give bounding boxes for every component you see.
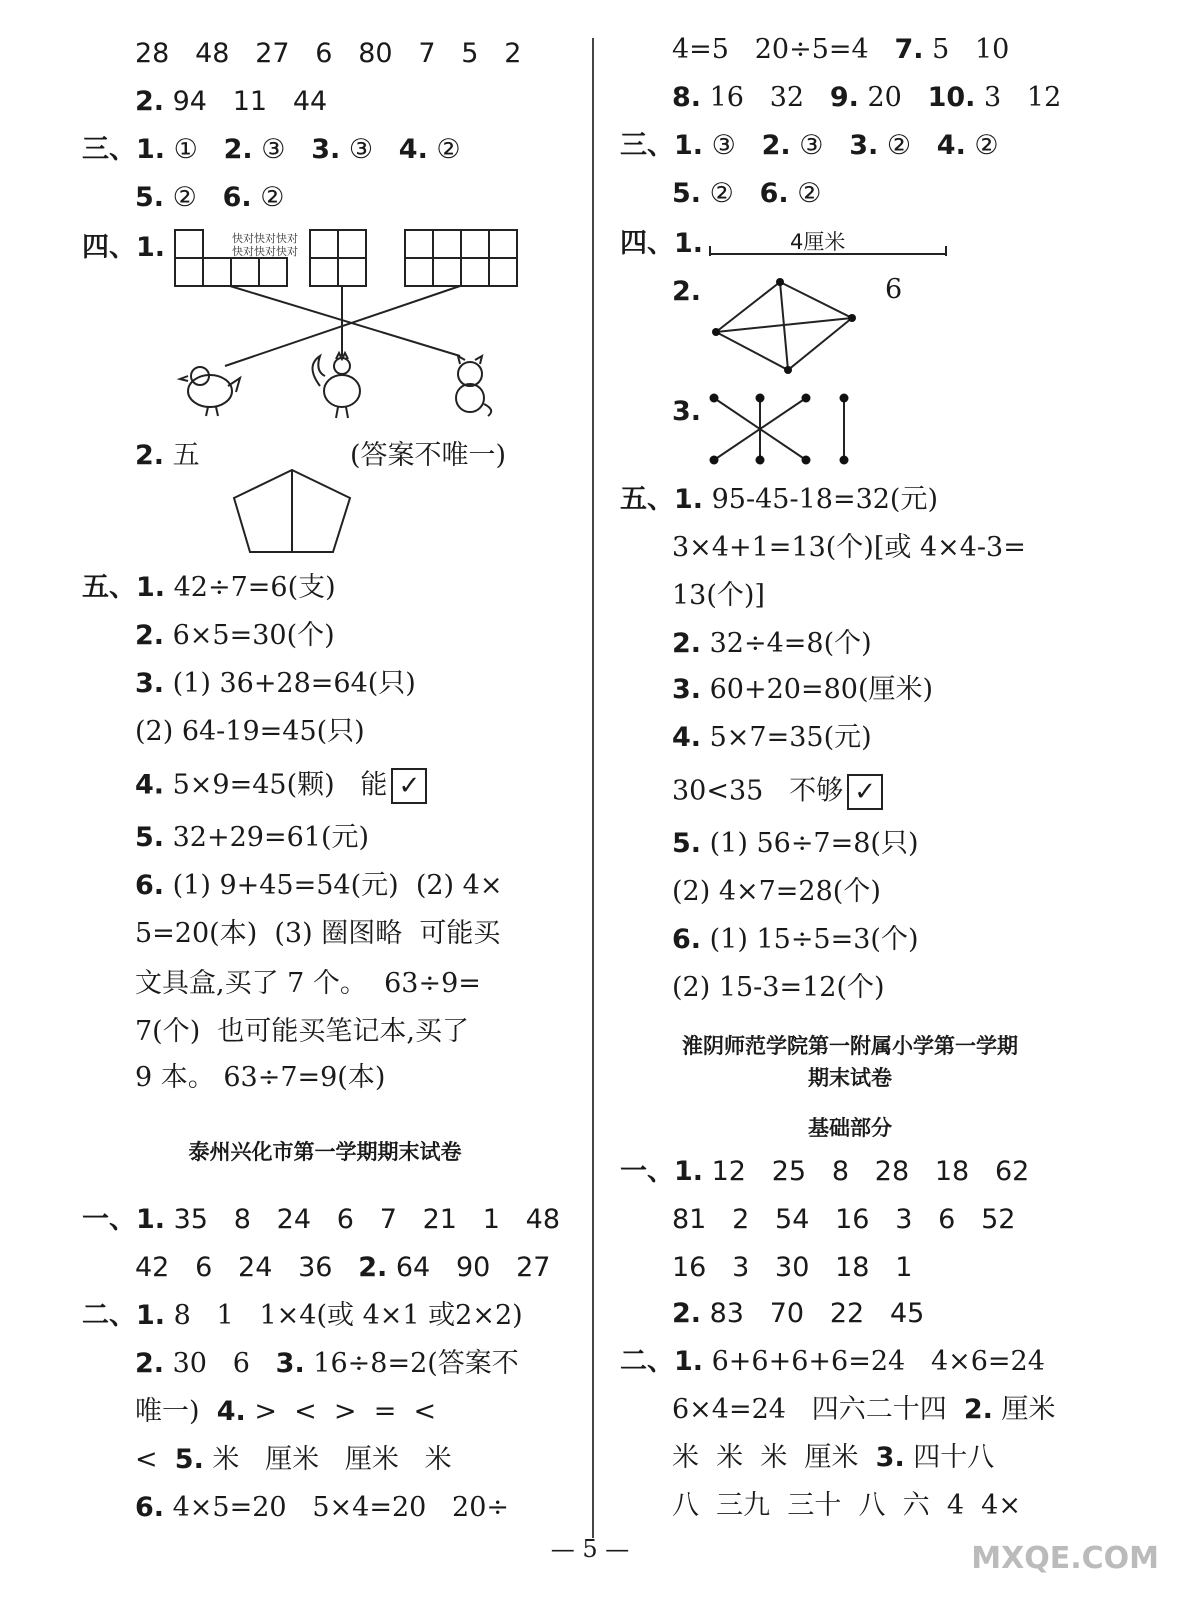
answer-text: 94 11 44 bbox=[164, 86, 328, 117]
item-number: 1. bbox=[136, 1300, 166, 1331]
answer-line bbox=[620, 1156, 1029, 1188]
item-number: 5. bbox=[135, 182, 165, 213]
answer-line: 八 三九 三十 八 六 4 4× bbox=[672, 1490, 1021, 1521]
answer-line: (2) 64-19=45(只) bbox=[135, 716, 365, 747]
item-number: 5. bbox=[672, 828, 702, 859]
answer-text: 6×5=30(个) bbox=[164, 620, 335, 651]
answer-text: < bbox=[135, 1444, 175, 1475]
section-title: 泰州兴化市第一学期期末试卷 bbox=[188, 1140, 462, 1164]
item-number: 5. bbox=[672, 178, 702, 209]
answer-text: ② bbox=[788, 178, 822, 209]
dot bbox=[802, 456, 811, 465]
answer-text: (1) 36+28=64(只) bbox=[164, 668, 416, 699]
item-number: 4. bbox=[398, 134, 428, 165]
answer-text: 12 25 8 28 18 62 bbox=[703, 1156, 1030, 1187]
answer-text: (1) 56÷7=8(只) bbox=[701, 828, 919, 859]
section-number: 一、 bbox=[82, 1204, 136, 1235]
answer-line: 文具盒,买了 7 个。 63÷9= bbox=[135, 968, 481, 999]
answer-text: 42÷7=6(支) bbox=[165, 572, 336, 603]
segment-label: 4厘米 bbox=[790, 230, 846, 254]
vertex-dot bbox=[784, 366, 792, 374]
cat-icon bbox=[456, 356, 491, 416]
answer-text: 95-45-18=32(元) bbox=[703, 484, 938, 515]
answer-text: 32÷4=8(个) bbox=[701, 628, 872, 659]
answer-line: 13(个)] bbox=[672, 580, 765, 611]
answer-text: ② bbox=[251, 182, 285, 213]
item-number: 2. bbox=[135, 620, 165, 651]
item-number: 3. bbox=[275, 1348, 305, 1379]
item-number: 6. bbox=[672, 924, 702, 955]
answer-text: 8 1 1×4(或 4×1 或2×2) bbox=[165, 1300, 523, 1331]
item-number: 2. bbox=[135, 1348, 165, 1379]
item-number: 3. bbox=[311, 134, 341, 165]
item-number: 2. bbox=[135, 440, 165, 471]
bird-icon bbox=[180, 367, 240, 416]
answer-line: 16 3 30 18 1 bbox=[672, 1252, 913, 1283]
answer-text: 60+20=80(厘米) bbox=[701, 674, 934, 705]
answer-text: 32+29=61(元) bbox=[164, 822, 370, 853]
section-number: 四、 bbox=[620, 228, 674, 259]
section-number: 三、 bbox=[82, 134, 136, 165]
dot bbox=[802, 394, 811, 403]
answer-line bbox=[135, 620, 335, 652]
answer-value: 6 bbox=[885, 274, 903, 305]
answer-line bbox=[672, 828, 918, 860]
column-divider bbox=[592, 38, 594, 1538]
answer-text: (1) 15÷5=3(个) bbox=[701, 924, 919, 955]
answer-text: (1) 9+45=54(元) (2) 4× bbox=[164, 870, 503, 901]
answer-line: 7(个) 也可能买笔记本,买了 bbox=[135, 1016, 469, 1047]
answer-line bbox=[672, 674, 933, 706]
item-number: 4. bbox=[672, 722, 702, 753]
noise-text: 快对快对快对 快对快对快对 bbox=[232, 232, 298, 258]
answer-line bbox=[135, 86, 327, 118]
section-number: 三、 bbox=[620, 130, 674, 161]
answer-line: (2) 15-3=12(个) bbox=[672, 972, 885, 1003]
answer-text: ③ bbox=[790, 130, 850, 161]
item-number: 4. bbox=[936, 130, 966, 161]
item-number: 5. bbox=[174, 1444, 204, 1475]
answer-line bbox=[82, 1204, 560, 1236]
item-number: 1. bbox=[136, 1204, 166, 1235]
answer-line bbox=[672, 276, 701, 308]
answer-line bbox=[135, 1396, 436, 1428]
answer-line bbox=[620, 228, 703, 260]
answer-text: 83 70 22 45 bbox=[701, 1298, 925, 1329]
answer-text: 5×7=35(元) bbox=[701, 722, 872, 753]
answer-line bbox=[672, 722, 872, 754]
answer-text: 厘米 bbox=[992, 1394, 1056, 1425]
item-number: 2. bbox=[223, 134, 253, 165]
answer-line bbox=[672, 774, 883, 810]
item-number: 2. bbox=[672, 276, 702, 307]
dot bbox=[710, 394, 719, 403]
vertex-dot bbox=[848, 314, 856, 322]
answer-line bbox=[672, 82, 1061, 114]
item-number: 3. bbox=[875, 1442, 905, 1473]
answer-text: 米 厘米 厘米 米 bbox=[203, 1444, 452, 1475]
answer-line bbox=[82, 1300, 523, 1332]
answer-line bbox=[82, 134, 461, 166]
answer-line bbox=[135, 1348, 519, 1380]
dot bbox=[710, 456, 719, 465]
answer-line bbox=[672, 628, 872, 660]
answer-line bbox=[672, 1442, 994, 1474]
answer-line bbox=[135, 768, 427, 804]
item-number: 6. bbox=[222, 182, 252, 213]
item-number: 2. bbox=[135, 86, 165, 117]
section-number: 一、 bbox=[620, 1156, 674, 1187]
answer-text: 4×5=20 5×4=20 20÷ bbox=[164, 1492, 510, 1523]
answer-text: 唯一) bbox=[135, 1396, 217, 1427]
answer-line: 28 48 27 6 80 7 5 2 bbox=[135, 38, 522, 69]
answer-text: ③ bbox=[703, 130, 762, 161]
answer-line: 9 本。 63÷7=9(本) bbox=[135, 1062, 386, 1093]
answer-text: 16÷8=2(答案不 bbox=[304, 1348, 519, 1379]
item-number: 10. bbox=[927, 82, 976, 113]
item-number: 2. bbox=[963, 1394, 993, 1425]
answer-line bbox=[620, 130, 999, 162]
grid-square bbox=[175, 258, 203, 286]
answer-text: 30<35 不够 bbox=[672, 775, 844, 807]
answer-text: ② bbox=[878, 130, 937, 161]
item-number: 2. bbox=[672, 628, 702, 659]
answer-line bbox=[672, 1298, 924, 1330]
item-number: 4. bbox=[135, 769, 165, 801]
answer-line bbox=[672, 924, 918, 956]
grid-square bbox=[231, 258, 259, 286]
answer-text: 3 12 bbox=[975, 82, 1062, 113]
answer-line bbox=[135, 822, 369, 854]
answer-line bbox=[135, 668, 416, 700]
section-title: 淮阴师范学院第一附属小学第一学期 bbox=[682, 1034, 1018, 1058]
answer-line bbox=[82, 232, 165, 264]
answer-text: 42 6 24 36 bbox=[135, 1252, 359, 1283]
rooster-icon bbox=[313, 353, 361, 418]
answer-line: 81 2 54 16 3 6 52 bbox=[672, 1204, 1016, 1235]
answer-text: 6+6+6+6=24 4×6=24 bbox=[703, 1346, 1045, 1377]
answer-line bbox=[82, 572, 336, 604]
grid-square bbox=[175, 230, 203, 258]
item-number: 1. bbox=[136, 232, 166, 263]
answer-text: 6×4=24 四六二十四 bbox=[672, 1394, 964, 1425]
item-number: 1. bbox=[674, 484, 704, 515]
answer-line: (2) 4×7=28(个) bbox=[672, 876, 881, 907]
section-number: 四、 bbox=[82, 232, 136, 263]
answer-text: 五 bbox=[164, 440, 200, 471]
answer-text: ③ bbox=[252, 134, 312, 165]
checkbox-checked: ✓ bbox=[391, 768, 427, 804]
item-number: 3. bbox=[672, 396, 702, 427]
item-number: 4. bbox=[216, 1396, 246, 1427]
answer-line bbox=[672, 396, 701, 428]
dot-lines-diagram bbox=[708, 392, 858, 466]
dot bbox=[756, 456, 765, 465]
answer-text: 四十八 bbox=[904, 1442, 995, 1473]
item-number: 1. bbox=[674, 1156, 704, 1187]
section-number: 五、 bbox=[620, 484, 674, 515]
answer-line: 5=20(本) (3) 圈图略 可能买 bbox=[135, 918, 501, 949]
answer-text: > < > = < bbox=[245, 1396, 437, 1427]
item-number: 1. bbox=[674, 228, 704, 259]
note-text: (答案不唯一) bbox=[350, 440, 507, 471]
item-number: 2. bbox=[358, 1252, 388, 1283]
section-number: 二、 bbox=[82, 1300, 136, 1331]
answer-text: ② bbox=[164, 182, 223, 213]
section-number: 二、 bbox=[620, 1346, 674, 1377]
page-number: — 5 — bbox=[550, 1535, 630, 1563]
answer-line bbox=[672, 178, 821, 210]
item-number: 6. bbox=[759, 178, 789, 209]
answer-line bbox=[672, 1394, 1056, 1426]
line-segment-diagram bbox=[708, 244, 948, 260]
match-line bbox=[230, 286, 460, 356]
item-number: 6. bbox=[135, 1492, 165, 1523]
item-number: 8. bbox=[672, 82, 702, 113]
answer-text: 5 10 bbox=[923, 34, 1010, 65]
answer-text: 米 米 米 厘米 bbox=[672, 1442, 876, 1473]
pentagon-diagram bbox=[230, 468, 355, 556]
answer-line bbox=[672, 34, 1009, 66]
item-number: 3. bbox=[672, 674, 702, 705]
item-number: 1. bbox=[136, 572, 166, 603]
dot bbox=[840, 394, 849, 403]
item-number: 2. bbox=[672, 1298, 702, 1329]
answer-line bbox=[135, 1444, 452, 1476]
answer-line: 3×4+1=13(个)[或 4×4-3= bbox=[672, 532, 1026, 563]
answer-text: 35 8 24 6 7 21 1 48 bbox=[165, 1204, 561, 1235]
answer-text: 20 bbox=[858, 82, 928, 113]
vertex-dot bbox=[776, 278, 784, 286]
answer-text: 5×9=45(颗) 能 bbox=[164, 769, 388, 801]
answer-text: 16 32 bbox=[701, 82, 830, 113]
item-number: 5. bbox=[135, 822, 165, 853]
item-number: 6. bbox=[135, 870, 165, 901]
vertex-dot bbox=[712, 328, 720, 336]
item-number: 3. bbox=[135, 668, 165, 699]
answer-line bbox=[620, 484, 938, 516]
item-number: 3. bbox=[849, 130, 879, 161]
answer-text: ② bbox=[701, 178, 760, 209]
checkbox-checked: ✓ bbox=[847, 774, 883, 810]
grid-square bbox=[203, 258, 231, 286]
grid-square bbox=[259, 258, 287, 286]
answer-line bbox=[620, 1346, 1045, 1378]
item-number: 2. bbox=[761, 130, 791, 161]
matching-diagram bbox=[170, 226, 530, 426]
section-subtitle: 期末试卷 bbox=[808, 1066, 892, 1090]
answer-text: ② bbox=[965, 130, 999, 161]
section-number: 五、 bbox=[82, 572, 136, 603]
item-number: 1. bbox=[674, 1346, 704, 1377]
answer-text: ③ bbox=[340, 134, 399, 165]
dot bbox=[756, 394, 765, 403]
answer-line bbox=[135, 182, 284, 214]
item-number: 1. bbox=[674, 130, 704, 161]
watermark: MXQE.COM bbox=[971, 1541, 1159, 1576]
answer-text: 30 6 bbox=[164, 1348, 276, 1379]
item-number: 7. bbox=[894, 34, 924, 65]
dot bbox=[840, 456, 849, 465]
item-number: 9. bbox=[829, 82, 859, 113]
answer-text: 64 90 27 bbox=[387, 1252, 551, 1283]
quadrilateral-diagram bbox=[710, 278, 860, 374]
item-number: 1. bbox=[136, 134, 166, 165]
answer-line bbox=[135, 440, 200, 472]
answer-line bbox=[135, 1252, 550, 1284]
answer-text: 4=5 20÷5=4 bbox=[672, 34, 895, 65]
answer-text: ② bbox=[427, 134, 461, 165]
answer-line bbox=[135, 870, 502, 902]
answer-text: ① bbox=[165, 134, 224, 165]
section-subtitle: 基础部分 bbox=[808, 1116, 892, 1140]
answer-line bbox=[135, 1492, 509, 1524]
